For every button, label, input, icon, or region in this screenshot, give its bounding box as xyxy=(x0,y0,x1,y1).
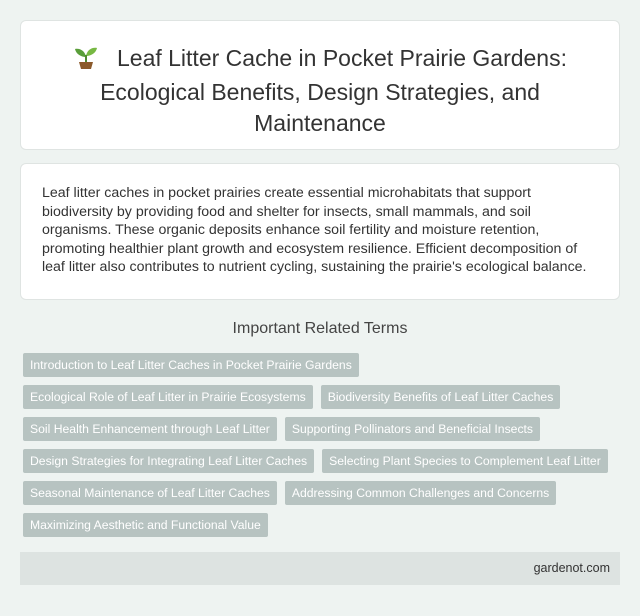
related-term-tag[interactable]: Maximizing Aesthetic and Functional Value xyxy=(23,513,268,537)
related-term-tag[interactable]: Supporting Pollinators and Beneficial Insects xyxy=(285,417,540,441)
related-term-tag[interactable]: Introduction to Leaf Litter Caches in Pocket Prairie Gardens xyxy=(23,353,359,377)
summary-text: Leaf litter caches in pocket prairies create essential microhabitats that support biodiversity by providing food and shelter for insects, small mammals, and soil organisms. These organic deposits enhance soil fertility and moisture retention, promoting healthier plant growth and ecosystem resilience. Efficient decomposition of leaf litter also contributes to nutrient cycling, sustaining the prairie's ecological balance. xyxy=(42,185,587,275)
related-term-tag[interactable]: Ecological Role of Leaf Litter in Prairie Ecosystems xyxy=(23,385,313,409)
title-card xyxy=(20,20,620,150)
related-terms-heading: Important Related Terms xyxy=(232,320,408,337)
related-term-tag[interactable]: Design Strategies for Integrating Leaf Litter Caches xyxy=(23,449,314,473)
related-term-tag[interactable]: Selecting Plant Species to Complement Leaf Litter xyxy=(322,449,608,473)
footer-site-link[interactable]: gardenot.com xyxy=(533,561,610,575)
summary-card xyxy=(20,163,620,300)
seedling-icon xyxy=(73,45,99,77)
related-term-tag[interactable]: Biodiversity Benefits of Leaf Litter Caches xyxy=(321,385,561,409)
page-title-text: Leaf Litter Cache in Pocket Prairie Gardens: Ecological Benefits, Design Strategies, and Maintenance xyxy=(100,45,567,136)
related-term-tag[interactable]: Seasonal Maintenance of Leaf Litter Caches xyxy=(23,481,277,505)
related-terms-list xyxy=(23,353,623,537)
related-term-tag[interactable]: Addressing Common Challenges and Concerns xyxy=(285,481,556,505)
related-term-tag[interactable]: Soil Health Enhancement through Leaf Litter xyxy=(23,417,277,441)
footer xyxy=(20,552,620,585)
page-title xyxy=(21,21,619,139)
